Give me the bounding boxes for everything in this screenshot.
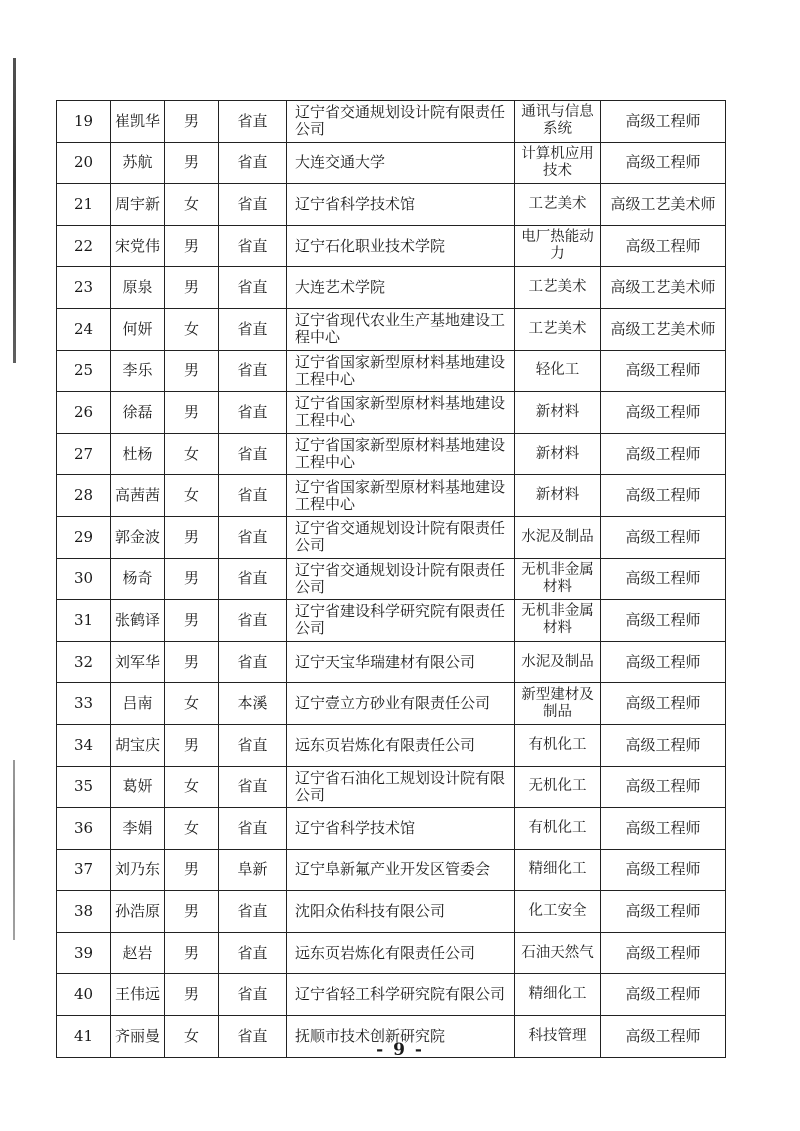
cell-title: 高级工程师 [601, 433, 726, 475]
cell-gender: 男 [165, 516, 219, 558]
cell-number: 32 [57, 641, 111, 683]
cell-title: 高级工程师 [601, 683, 726, 725]
cell-title: 高级工程师 [601, 558, 726, 600]
cell-unit: 远东页岩炼化有限责任公司 [287, 932, 515, 974]
cell-field: 工艺美术 [515, 308, 601, 350]
cell-number: 20 [57, 142, 111, 184]
cell-title: 高级工程师 [601, 641, 726, 683]
cell-gender: 女 [165, 184, 219, 226]
cell-region: 省直 [219, 184, 287, 226]
cell-region: 省直 [219, 932, 287, 974]
cell-name: 高茜茜 [111, 475, 165, 517]
cell-number: 34 [57, 724, 111, 766]
cell-field: 新材料 [515, 392, 601, 434]
cell-title: 高级工程师 [601, 392, 726, 434]
cell-name: 刘乃东 [111, 849, 165, 891]
cell-field: 轻化工 [515, 350, 601, 392]
cell-unit: 辽宁省建设科学研究院有限责任公司 [287, 600, 515, 642]
cell-gender: 女 [165, 766, 219, 808]
cell-region: 阜新 [219, 849, 287, 891]
cell-unit: 辽宁壹立方砂业有限责任公司 [287, 683, 515, 725]
cell-gender: 男 [165, 974, 219, 1016]
cell-number: 29 [57, 516, 111, 558]
cell-gender: 男 [165, 849, 219, 891]
table-row [57, 308, 726, 350]
cell-title: 高级工程师 [601, 974, 726, 1016]
cell-gender: 男 [165, 891, 219, 933]
cell-gender: 男 [165, 641, 219, 683]
table-row [57, 184, 726, 226]
cell-title: 高级工艺美术师 [601, 308, 726, 350]
cell-unit: 辽宁石化职业技术学院 [287, 225, 515, 267]
cell-unit: 辽宁省国家新型原材料基地建设工程中心 [287, 392, 515, 434]
cell-number: 25 [57, 350, 111, 392]
cell-region: 省直 [219, 974, 287, 1016]
cell-unit: 远东页岩炼化有限责任公司 [287, 724, 515, 766]
table-row [57, 766, 726, 808]
cell-field: 无机非金属材料 [515, 600, 601, 642]
cell-field: 精细化工 [515, 849, 601, 891]
cell-number: 38 [57, 891, 111, 933]
cell-title: 高级工程师 [601, 1016, 726, 1058]
cell-number: 36 [57, 808, 111, 850]
cell-gender: 男 [165, 101, 219, 143]
cell-field: 工艺美术 [515, 267, 601, 309]
table-row [57, 683, 726, 725]
cell-region: 省直 [219, 891, 287, 933]
page-number: - 9 - [376, 1040, 424, 1060]
cell-name: 王伟远 [111, 974, 165, 1016]
cell-unit: 辽宁省国家新型原材料基地建设工程中心 [287, 350, 515, 392]
cell-field: 石油天然气 [515, 932, 601, 974]
cell-name: 杜杨 [111, 433, 165, 475]
cell-unit: 辽宁省国家新型原材料基地建设工程中心 [287, 433, 515, 475]
table-row [57, 350, 726, 392]
cell-unit: 辽宁省交通规划设计院有限责任公司 [287, 101, 515, 143]
cell-number: 35 [57, 766, 111, 808]
cell-number: 37 [57, 849, 111, 891]
cell-name: 宋党伟 [111, 225, 165, 267]
table-row [57, 225, 726, 267]
cell-region: 省直 [219, 267, 287, 309]
cell-title: 高级工程师 [601, 475, 726, 517]
cell-unit: 大连艺术学院 [287, 267, 515, 309]
cell-title: 高级工艺美术师 [601, 267, 726, 309]
cell-unit: 辽宁省石油化工规划设计院有限公司 [287, 766, 515, 808]
cell-field: 有机化工 [515, 808, 601, 850]
cell-gender: 男 [165, 392, 219, 434]
cell-name: 孙浩原 [111, 891, 165, 933]
cell-title: 高级工程师 [601, 600, 726, 642]
cell-name: 徐磊 [111, 392, 165, 434]
cell-unit: 辽宁省轻工科学研究院有限公司 [287, 974, 515, 1016]
cell-number: 40 [57, 974, 111, 1016]
cell-gender: 男 [165, 142, 219, 184]
cell-unit: 辽宁省交通规划设计院有限责任公司 [287, 516, 515, 558]
table-row [57, 932, 726, 974]
cell-number: 33 [57, 683, 111, 725]
table-row [57, 516, 726, 558]
cell-region: 省直 [219, 308, 287, 350]
cell-gender: 女 [165, 683, 219, 725]
cell-field: 无机非金属材料 [515, 558, 601, 600]
table-row [57, 267, 726, 309]
cell-gender: 男 [165, 932, 219, 974]
cell-number: 21 [57, 184, 111, 226]
cell-title: 高级工艺美术师 [601, 184, 726, 226]
cell-unit: 辽宁省交通规划设计院有限责任公司 [287, 558, 515, 600]
cell-field: 无机化工 [515, 766, 601, 808]
cell-region: 省直 [219, 516, 287, 558]
cell-title: 高级工程师 [601, 932, 726, 974]
cell-field: 水泥及制品 [515, 641, 601, 683]
cell-name: 何妍 [111, 308, 165, 350]
cell-region: 省直 [219, 225, 287, 267]
cell-region: 省直 [219, 101, 287, 143]
table-row [57, 724, 726, 766]
cell-number: 30 [57, 558, 111, 600]
cell-name: 原泉 [111, 267, 165, 309]
cell-unit: 辽宁天宝华瑞建材有限公司 [287, 641, 515, 683]
cell-region: 省直 [219, 475, 287, 517]
cell-unit: 辽宁省现代农业生产基地建设工程中心 [287, 308, 515, 350]
cell-field: 科技管理 [515, 1016, 601, 1058]
cell-number: 22 [57, 225, 111, 267]
table-row [57, 849, 726, 891]
table-row [57, 142, 726, 184]
cell-region: 省直 [219, 1016, 287, 1058]
scan-edge-mark-lower [13, 760, 15, 940]
cell-gender: 男 [165, 267, 219, 309]
scan-edge-mark [13, 58, 16, 363]
cell-title: 高级工程师 [601, 766, 726, 808]
cell-number: 31 [57, 600, 111, 642]
cell-field: 水泥及制品 [515, 516, 601, 558]
cell-region: 省直 [219, 558, 287, 600]
cell-title: 高级工程师 [601, 849, 726, 891]
cell-gender: 女 [165, 1016, 219, 1058]
cell-gender: 女 [165, 308, 219, 350]
roster-body [57, 101, 726, 1058]
table-row [57, 392, 726, 434]
cell-unit: 辽宁省科学技术馆 [287, 808, 515, 850]
cell-name: 齐丽曼 [111, 1016, 165, 1058]
cell-gender: 男 [165, 225, 219, 267]
table-row [57, 475, 726, 517]
cell-title: 高级工程师 [601, 724, 726, 766]
cell-name: 赵岩 [111, 932, 165, 974]
cell-field: 通讯与信息系统 [515, 101, 601, 143]
cell-number: 19 [57, 101, 111, 143]
cell-number: 24 [57, 308, 111, 350]
cell-name: 李娟 [111, 808, 165, 850]
table-row [57, 974, 726, 1016]
cell-title: 高级工程师 [601, 142, 726, 184]
cell-name: 胡宝庆 [111, 724, 165, 766]
table-row [57, 808, 726, 850]
cell-name: 杨奇 [111, 558, 165, 600]
cell-region: 省直 [219, 600, 287, 642]
cell-title: 高级工程师 [601, 101, 726, 143]
cell-title: 高级工程师 [601, 891, 726, 933]
cell-unit: 沈阳众佑科技有限公司 [287, 891, 515, 933]
cell-region: 省直 [219, 392, 287, 434]
cell-gender: 女 [165, 808, 219, 850]
cell-name: 刘军华 [111, 641, 165, 683]
table-row [57, 558, 726, 600]
cell-region: 省直 [219, 433, 287, 475]
cell-number: 27 [57, 433, 111, 475]
cell-unit: 辽宁阜新氟产业开发区管委会 [287, 849, 515, 891]
cell-gender: 女 [165, 433, 219, 475]
cell-gender: 男 [165, 350, 219, 392]
cell-number: 26 [57, 392, 111, 434]
cell-name: 李乐 [111, 350, 165, 392]
roster-table [56, 100, 726, 1058]
cell-region: 省直 [219, 350, 287, 392]
cell-field: 新材料 [515, 433, 601, 475]
cell-unit: 抚顺市技术创新研究院 [287, 1016, 515, 1058]
cell-region: 省直 [219, 808, 287, 850]
table-row [57, 600, 726, 642]
cell-region: 省直 [219, 724, 287, 766]
table-row [57, 891, 726, 933]
cell-name: 苏航 [111, 142, 165, 184]
cell-field: 有机化工 [515, 724, 601, 766]
cell-region: 省直 [219, 641, 287, 683]
cell-unit: 大连交通大学 [287, 142, 515, 184]
table-row [57, 433, 726, 475]
cell-name: 崔凯华 [111, 101, 165, 143]
cell-field: 化工安全 [515, 891, 601, 933]
cell-number: 23 [57, 267, 111, 309]
cell-field: 电厂热能动力 [515, 225, 601, 267]
cell-name: 吕南 [111, 683, 165, 725]
cell-field: 计算机应用技术 [515, 142, 601, 184]
cell-field: 新材料 [515, 475, 601, 517]
cell-field: 精细化工 [515, 974, 601, 1016]
cell-title: 高级工程师 [601, 350, 726, 392]
cell-title: 高级工程师 [601, 516, 726, 558]
cell-gender: 男 [165, 600, 219, 642]
cell-region: 省直 [219, 142, 287, 184]
cell-field: 新型建材及制品 [515, 683, 601, 725]
cell-unit: 辽宁省国家新型原材料基地建设工程中心 [287, 475, 515, 517]
cell-field: 工艺美术 [515, 184, 601, 226]
cell-name: 葛妍 [111, 766, 165, 808]
cell-name: 张鹤译 [111, 600, 165, 642]
cell-number: 28 [57, 475, 111, 517]
cell-region: 省直 [219, 766, 287, 808]
table-row [57, 101, 726, 143]
cell-gender: 男 [165, 724, 219, 766]
cell-region: 本溪 [219, 683, 287, 725]
cell-number: 41 [57, 1016, 111, 1058]
cell-name: 郭金波 [111, 516, 165, 558]
cell-gender: 男 [165, 558, 219, 600]
cell-title: 高级工程师 [601, 808, 726, 850]
cell-unit: 辽宁省科学技术馆 [287, 184, 515, 226]
cell-number: 39 [57, 932, 111, 974]
table-row [57, 641, 726, 683]
cell-gender: 女 [165, 475, 219, 517]
cell-title: 高级工程师 [601, 225, 726, 267]
cell-name: 周宇新 [111, 184, 165, 226]
